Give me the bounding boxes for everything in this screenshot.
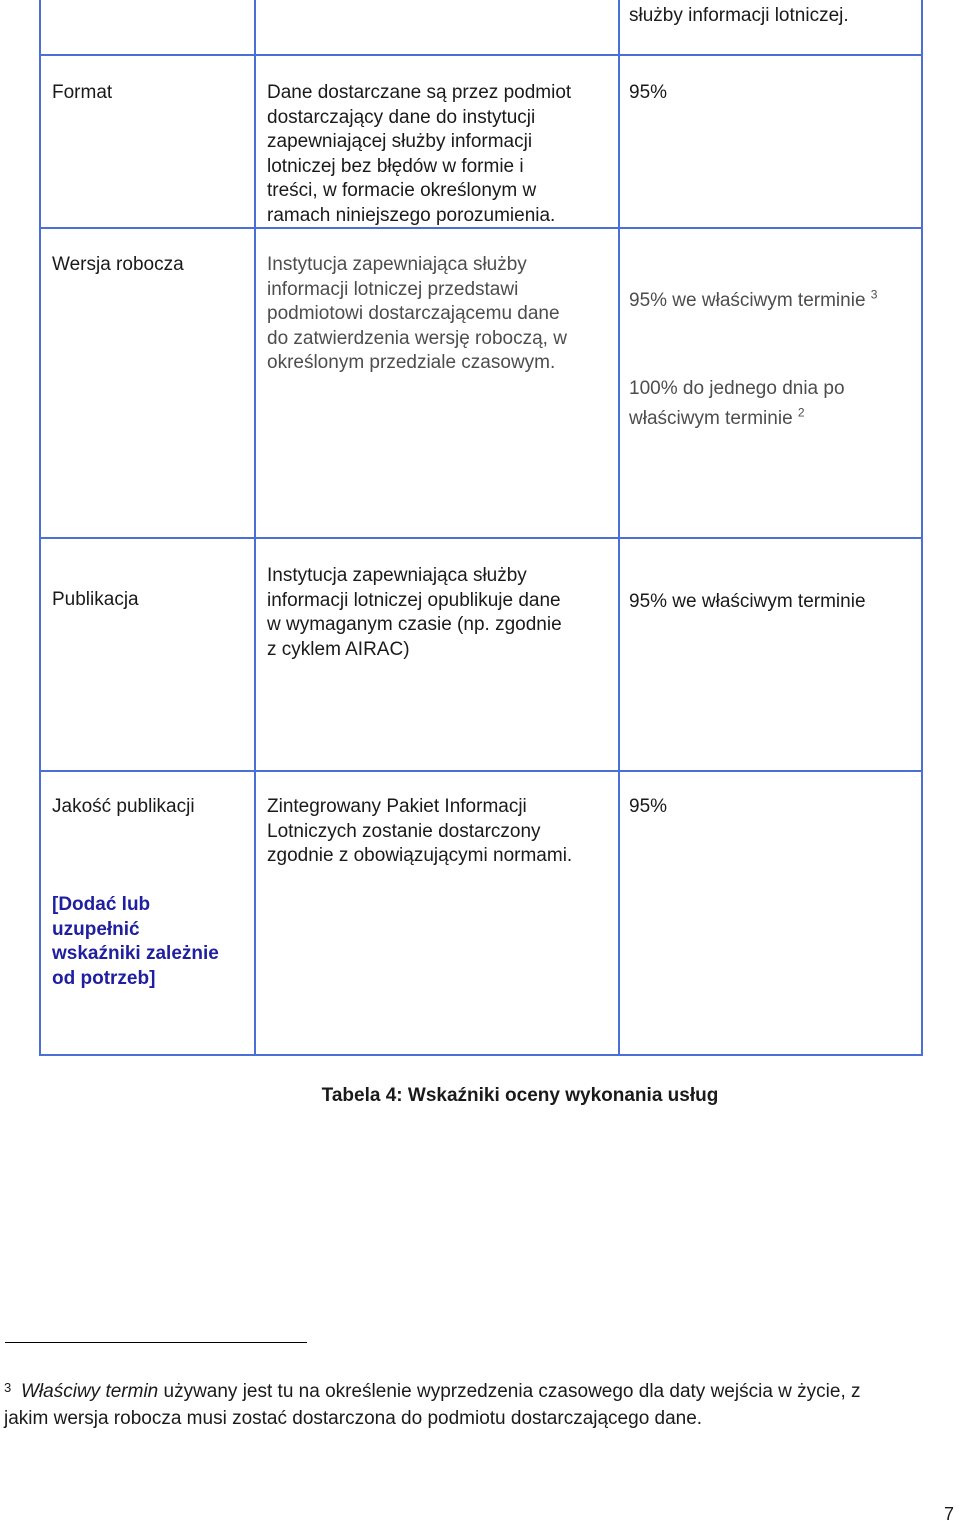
table-cell-publication-value: 95% we właściwym terminie <box>629 591 866 612</box>
table-border-col2 <box>618 0 620 1056</box>
table-cell-quality-desc: Zintegrowany Pakiet Informacji Lotniczych zostanie dostarczony zgodnie z obowiązującymi normami. <box>267 796 573 866</box>
table-cell-publication-label: Publikacja <box>52 589 139 610</box>
footnote-number: 3 <box>4 1380 12 1395</box>
table-cell-draft-value-1: 95% we właściwym terminie $^3$ <box>629 287 878 311</box>
table-cell-format-value: 95% <box>629 82 668 103</box>
table-row-divider <box>39 1054 923 1056</box>
table-border-col1 <box>254 0 256 1056</box>
table-cell-row0-value: służby informacji lotniczej. <box>629 5 849 26</box>
footnote-ref-2: 2 <box>797 405 805 420</box>
footnote <box>4 1378 861 1432</box>
table-cell-draft-value-2: 100% do jednego dnia po właściwym terminie $^2$ <box>629 378 845 429</box>
table-cell-quality-value: 95% <box>629 796 668 817</box>
footnote-separator <box>5 1342 307 1343</box>
table-row-divider <box>39 770 923 772</box>
table-border-right <box>921 0 923 1056</box>
table-caption: Tabela 4: Wskaźniki oceny wykonania usług <box>321 1085 719 1106</box>
footnote-text-line2: jakim wersja robocza musi zostać dostarczona do podmiotu dostarczającego dane. <box>4 1408 703 1429</box>
table-cell-add-indicators: [Dodać lub uzupełnić wskaźniki zależnie od potrzeb] <box>52 894 219 989</box>
table-row-divider <box>39 537 923 539</box>
table-cell-draft-label: Wersja robocza <box>52 254 184 275</box>
table-border-left <box>39 0 41 1056</box>
table-cell-format-label: Format <box>52 82 113 103</box>
table-row-divider <box>39 54 923 56</box>
table-cell-quality-label: Jakość publikacji <box>52 796 195 817</box>
table-cell-draft-desc: Instytucja zapewniająca służby informacji lotniczej przedstawi podmiotowi dostarczającemu dane do zatwierdzenia wersję roboczą, w określonym przedziale czasowym. <box>267 254 567 373</box>
page-number: 7 <box>943 1504 954 1524</box>
footnote-text-line1: używany jest tu na określenie wyprzedzenia czasowego dla daty wejścia w życie, z <box>158 1381 861 1402</box>
footnote-ref-3: 3 <box>870 287 878 302</box>
table-cell-format-desc: Dane dostarczane są przez podmiot dostarczający dane do instytucji zapewniającej służby informacji lotniczej bez błędów w formie i treści, w formacie określonym w ramach niniejszego porozumienia. <box>267 82 572 226</box>
table-cell-publication-desc: Instytucja zapewniająca służby informacji lotniczej opublikuje dane w wymaganym czasie (np. zgodnie z cyklem AIRAC) <box>267 565 562 660</box>
footnote-term: Właściwy termin <box>21 1381 159 1402</box>
